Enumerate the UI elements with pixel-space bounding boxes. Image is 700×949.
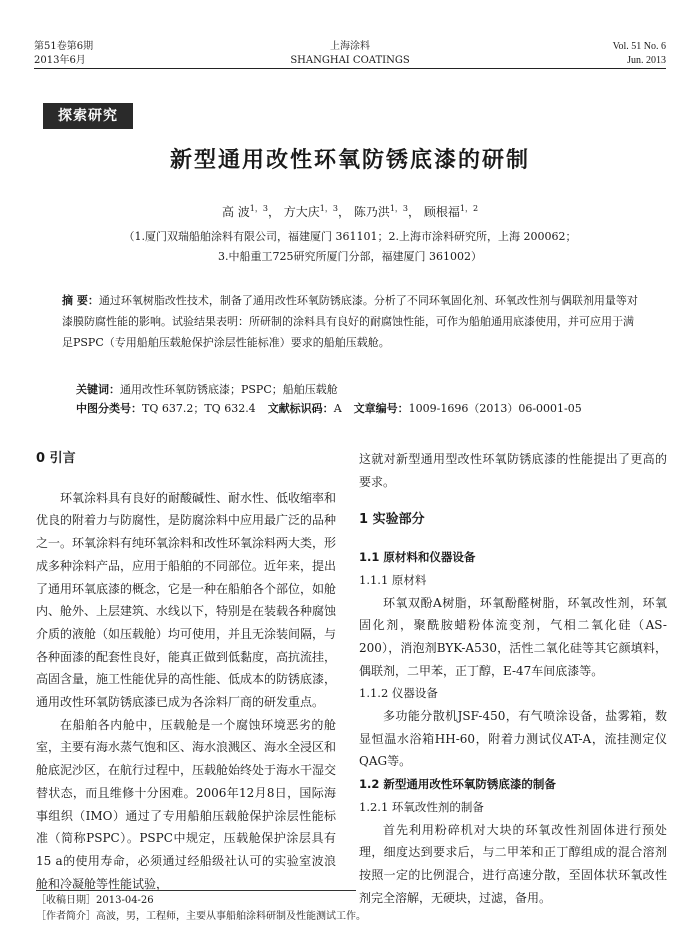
preparation-paragraph: 首先利用粉碎机对大块的环氧改性剂固体进行预处理，细度达到要求后，与二甲苯和正丁醇组成的混合溶剂按照一定的比例混合，进行高速分散，至固体状环氧改性剂完全溶解，无硬块，过滤，备用。 — [359, 822, 667, 905]
header-rule — [34, 68, 666, 69]
author: 陈乃洪 — [353, 205, 390, 219]
author-affiliation-mark: 1，3 — [249, 204, 268, 213]
doc-code: A — [333, 402, 342, 415]
section-1-2-1-heading: 1.2.1 环氧改性剂的制备 — [359, 799, 484, 814]
classification-line — [76, 400, 582, 418]
affiliation-line-2: 3.中船重工725研究所厦门分部，福建厦门 361002） — [218, 250, 482, 263]
clc-number: TQ 637.2；TQ 632.4 — [142, 402, 256, 415]
intro-paragraph-1: 环氧涂料具有良好的耐酸碱性、耐水性、低收缩率和优良的附着力与防腐性，是防腐涂料中应用最广泛的品种之一。环氧涂料有纯环氧涂料和改性环氧涂料两大类，形成多种涂料产品，应用于船舶的不同部位。近年来，提出了通用环氧底漆的概念，它是一种在船舶各个部位，如舱内、舱外、上层建筑、水线以下，特别是在装载各种腐蚀介质的液舱（如压载舱）均可使用，并且无涂装间隔，与各种面漆的配套性良好，能真正做到低黏度，高抗流挂，高固含量，施工性能优异的高性能、低成本的防锈底漆，通用改性环氧防锈底漆已成为各涂料厂商的研发重点。 — [36, 490, 337, 710]
intro-paragraph-2: 在船舶各内舱中，压载舱是一个腐蚀环境恶劣的舱室，主要有海水蒸气饱和区、海水浪溅区、海水全浸区和舱底泥沙区，在航行过程中，压载舱始终处于海水干湿交替状态，而且维修十分困难。2006年12月8日，国际海事组织（IMO）通过了专用船舶压载舱保护涂层性能标准（简称PSPC）。PSPC中规定，压载舱保护涂层具有15 a的使用寿命，必须通过经船级社认可的实验室波浪舱和冷凝舱等性能试验， — [36, 717, 337, 891]
author-affiliation-mark: 1，3 — [319, 204, 338, 213]
article-number: 1009-1696（2013）06-0001-05 — [408, 402, 582, 415]
section-1-1-heading: 1.1 原材料和仪器设备 — [359, 550, 476, 565]
author: 顾根福 — [423, 205, 460, 219]
keywords-label: 关键词： — [76, 383, 120, 396]
footnote-rule — [36, 890, 356, 891]
journal-name-cn: 上海涂料 — [330, 41, 370, 52]
author: 方大庆 — [283, 205, 320, 219]
equipment-paragraph: 多功能分散机JSF-450，有气喷涂设备，盐雾箱，数显恒温水浴箱HH-60，附着力测试仪AT-A，流挂测定仪QAG等。 — [359, 709, 667, 769]
right-column — [359, 448, 667, 909]
header-date-en: Jun. 2013 — [627, 55, 666, 66]
paper-title: 新型通用改性环氧防锈底漆的研制 — [169, 148, 530, 173]
author: 高 波 — [221, 205, 250, 219]
author-affiliation-mark: 1，2 — [459, 204, 479, 213]
header-right — [613, 40, 666, 68]
clc-label: 中图分类号： — [76, 402, 142, 415]
running-header — [34, 40, 666, 70]
header-volume-en: Vol. 51 No. 6 — [612, 41, 666, 52]
article-number-label: 文章编号： — [353, 402, 409, 415]
affiliation-line-1: （1.厦门双瑞船舶涂料有限公司，福建厦门 361101；2.上海市涂料研究所，上海 200062； — [123, 230, 577, 243]
keywords-text: 通用改性环氧防锈底漆；PSPC；船舶压载舱 — [120, 383, 338, 396]
section-tag: 探索研究 — [43, 103, 133, 129]
abstract — [62, 290, 644, 353]
abstract-label: 摘 要： — [62, 294, 99, 307]
header-date: 2013年6月 — [34, 55, 86, 66]
abstract-text: 通过环氧树脂改性技术，制备了通用改性环氧防锈底漆。分析了不同环氧固化剂、环氧改性剂与偶联剂用量等对漆膜防腐性能的影响。试验结果表明：所研制的涂料具有良好的耐腐蚀性能，可作为船舶通用底漆使用，并可应用于满足PSPC（专用船舶压载舱保护涂层性能标准）要求的船舶压载舱。 — [62, 294, 638, 349]
intro-heading: 0 引言 — [36, 451, 76, 466]
left-column — [36, 448, 336, 895]
doc-code-label: 文献标识码： — [267, 402, 334, 415]
author-list: 高 波$^{1,3}$， 方大庆$^{1,3}$， 陈乃洪$^{1,3}$， 顾根福$^{1,2}$ — [221, 204, 479, 219]
received-date: ［收稿日期］2013-04-26 — [36, 895, 154, 906]
materials-paragraph: 环氧双酚A树脂，环氧酚醛树脂，环氧改性剂，环氧固化剂，聚酰胺蜡粉体流变剂，气相二氧化硅（AS-200），消泡剂BYK-A530，活性二氧化硅等其它颜填料，偶联剂，二甲苯，正丁醇，E-47车间底漆等。 — [359, 595, 667, 678]
section-1-heading: 1 实验部分 — [359, 512, 425, 528]
section-1-1-1-heading: 1.1.1 原材料 — [359, 572, 427, 587]
header-center — [34, 40, 666, 68]
journal-name-en: SHANGHAI COATINGS — [290, 55, 410, 66]
footnote — [36, 890, 666, 925]
author-bio: ［作者简介］高波，男，工程师，主要从事船舶涂料研制及性能测试工作。 — [36, 911, 366, 922]
keywords — [76, 381, 338, 399]
header-volume-issue: 第51卷第6期 — [34, 41, 94, 52]
section-1-2-heading: 1.2 新型通用改性环氧防锈底漆的制备 — [359, 777, 556, 792]
author-affiliation-mark: 1，3 — [389, 204, 409, 213]
intro-paragraph-continued: 这就对新型通用型改性环氧防锈底漆的性能提出了更高的要求。 — [359, 452, 667, 489]
section-1-1-2-heading: 1.1.2 仪器设备 — [359, 686, 438, 701]
